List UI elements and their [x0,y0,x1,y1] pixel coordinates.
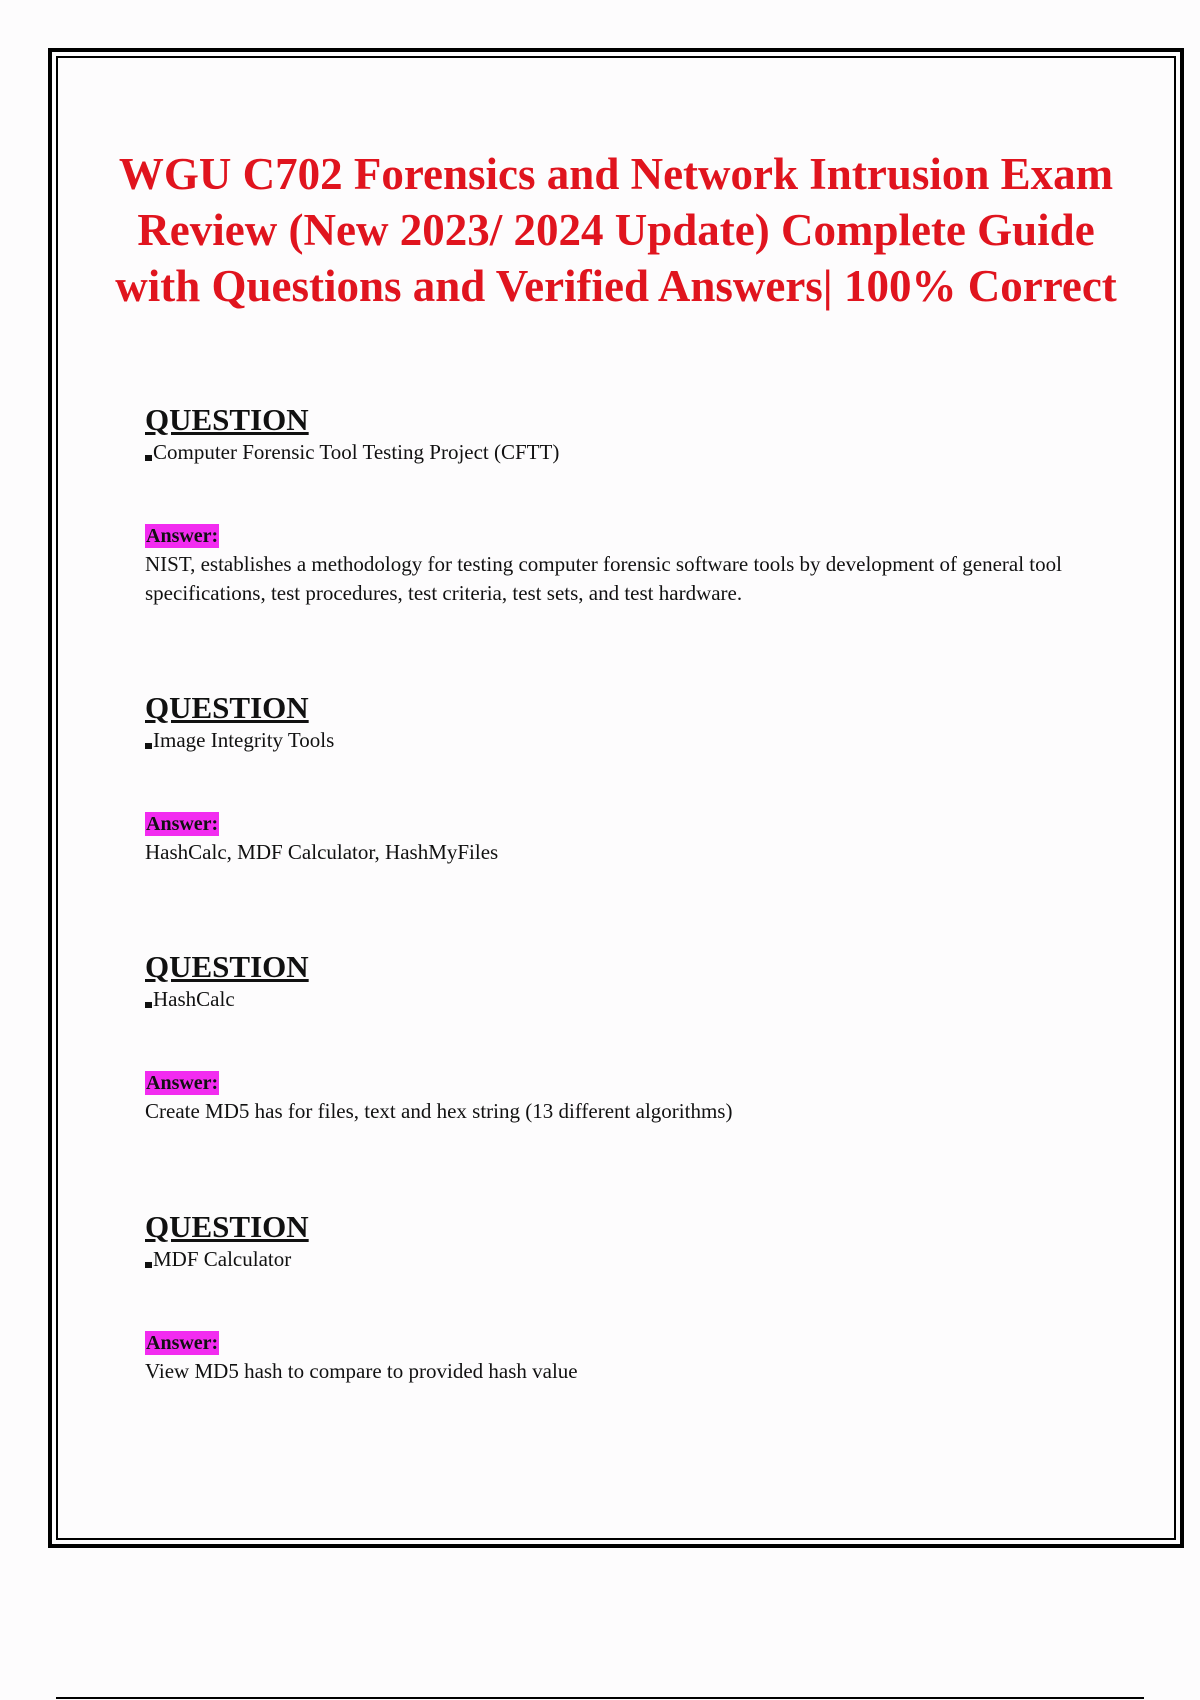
question-heading: QUESTION [145,690,309,725]
bullet-mark [145,455,152,461]
answer-text: NIST, establishes a methodology for testing computer forensic software tools by development of general tool specifications, test procedures, test criteria, test sets, and test hardware. [145,552,1062,605]
question-text-content: MDF Calculator [153,1247,292,1271]
answer-text: HashCalc, MDF Calculator, HashMyFiles [145,840,499,864]
question-text-content: Image Integrity Tools [153,728,335,752]
answer-label: Answer: [146,1072,219,1094]
question-text [145,438,1105,466]
question-text [145,726,1105,754]
question-heading: QUESTION [145,949,309,984]
question-text-content: Computer Forensic Tool Testing Project (CFTT) [153,440,560,464]
qa-item-1 [145,404,1105,608]
question-text-content: HashCalc [153,987,235,1011]
question-heading: QUESTION [145,1209,309,1244]
question-text [145,1245,1105,1273]
answer-text: View MD5 hash to compare to provided hash value [145,1359,578,1383]
footer-rule [56,1697,1144,1699]
answer-label: Answer: [146,1332,219,1354]
question-heading: QUESTION [145,402,309,437]
bullet-mark [145,1262,152,1268]
qa-item-3 [145,951,1105,1126]
question-text [145,985,1105,1013]
document-title: WGU C702 Forensics and Network Intrusion Exam Review (New 2023/ 2024 Update) Complete Guide with Questions and Verified Answers| 100% Correct [115,149,1117,311]
answer-label: Answer: [146,813,219,835]
bullet-mark [145,743,152,749]
qa-item-2 [145,692,1105,867]
bullet-mark [145,1002,152,1008]
answer-label: Answer: [146,525,219,547]
answer-text: Create MD5 has for files, text and hex string (13 different algorithms) [145,1099,733,1123]
qa-item-4 [145,1211,1105,1386]
